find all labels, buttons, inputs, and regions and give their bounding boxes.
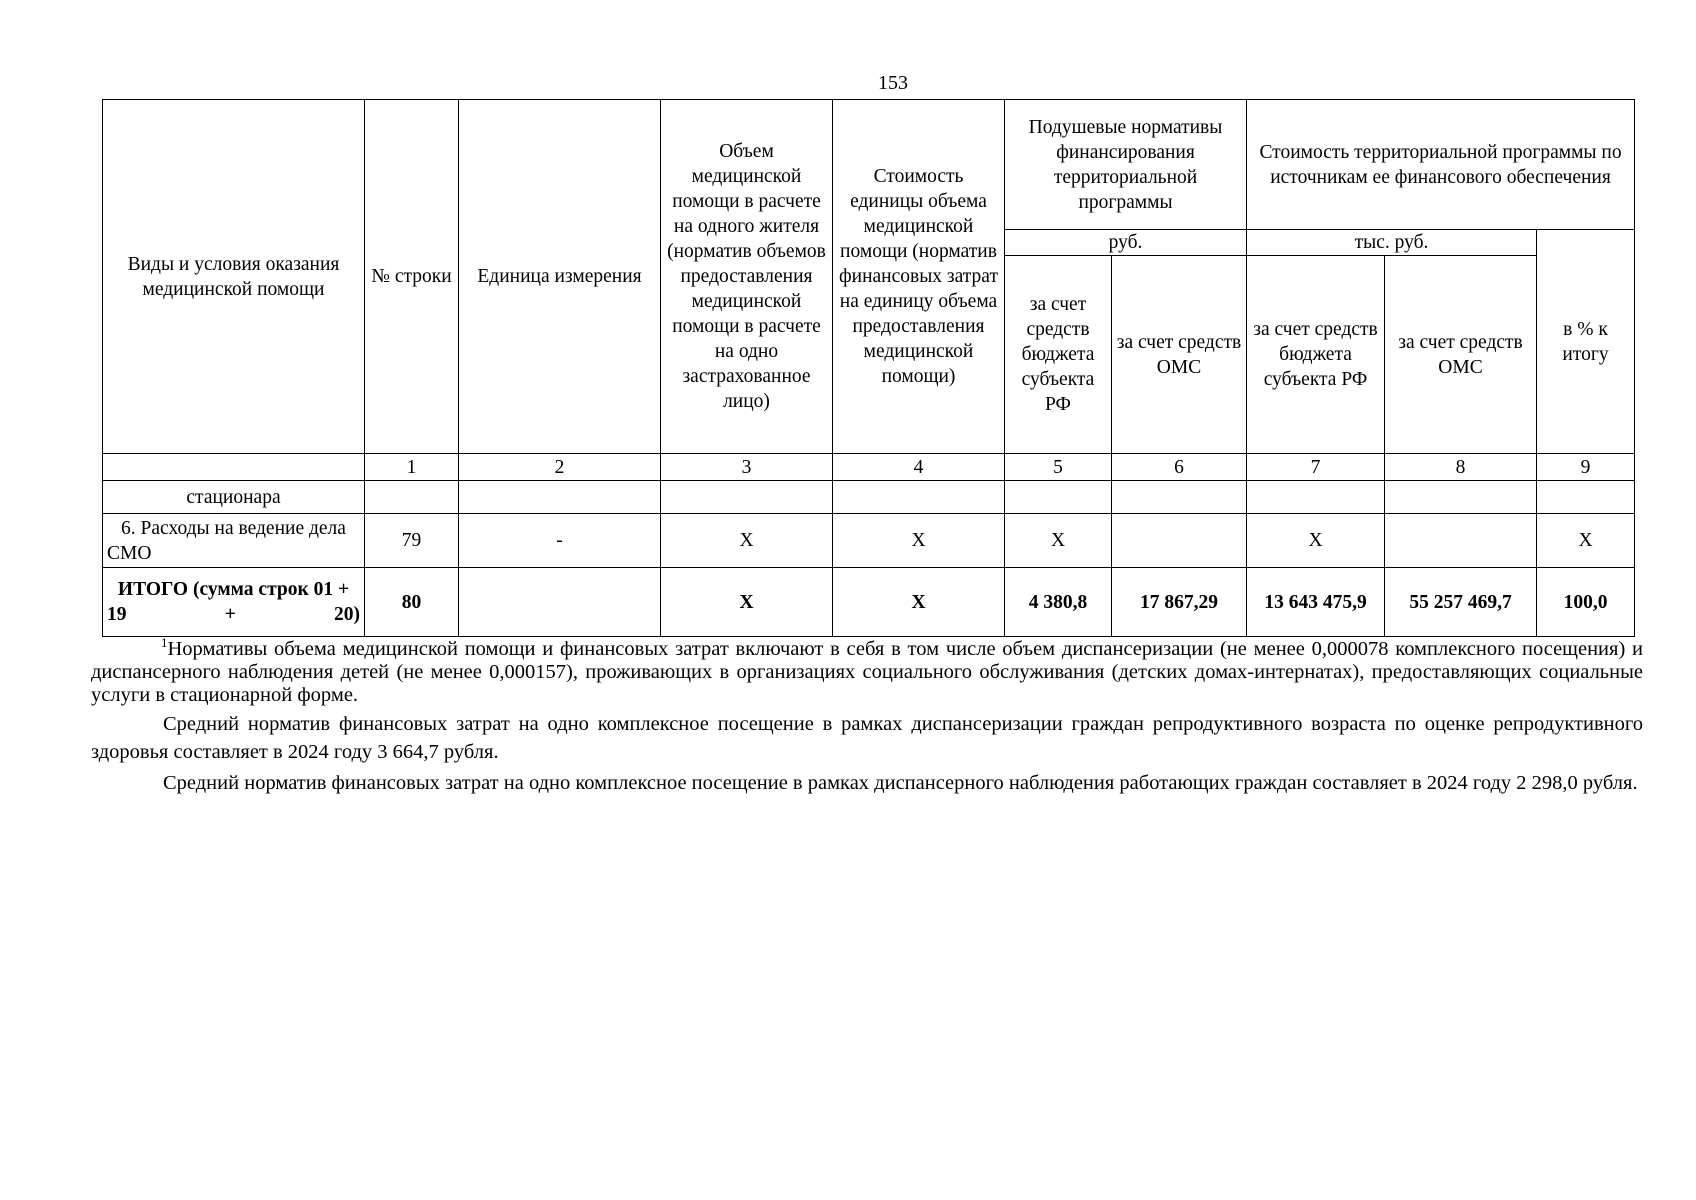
row-c8 xyxy=(1385,481,1537,514)
column-number: 7 xyxy=(1247,454,1385,481)
row-unit: - xyxy=(459,514,661,568)
row-c8 xyxy=(1385,514,1537,568)
header-row-no: № строки xyxy=(365,100,459,454)
footnote xyxy=(91,635,1643,707)
table-row xyxy=(103,481,1635,514)
column-number: 6 xyxy=(1112,454,1247,481)
row-c5 xyxy=(1005,481,1112,514)
row-no: 79 xyxy=(365,514,459,568)
column-number: 9 xyxy=(1537,454,1635,481)
header-oms-6: за счет средств ОМС xyxy=(1112,256,1247,454)
row-c3 xyxy=(661,481,833,514)
row-c4 xyxy=(833,481,1005,514)
row-c6 xyxy=(1112,481,1247,514)
row-c7: X xyxy=(1247,514,1385,568)
total-c8: 55 257 469,7 xyxy=(1385,568,1537,637)
total-no: 80 xyxy=(365,568,459,637)
header-percent: в % к итогу xyxy=(1537,230,1635,454)
total-c5: 4 380,8 xyxy=(1005,568,1112,637)
header-per-capita: Подушевые нормативы финансирования территориальной программы xyxy=(1005,100,1247,230)
row-unit xyxy=(459,481,661,514)
row-c7 xyxy=(1247,481,1385,514)
total-c9: 100,0 xyxy=(1537,568,1635,637)
row-c4: X xyxy=(833,514,1005,568)
column-number: 1 xyxy=(365,454,459,481)
row-c5: X xyxy=(1005,514,1112,568)
column-number-blank xyxy=(103,454,365,481)
row-no xyxy=(365,481,459,514)
total-c6: 17 867,29 xyxy=(1112,568,1247,637)
total-c4: X xyxy=(833,568,1005,637)
column-number: 5 xyxy=(1005,454,1112,481)
header-row-1 xyxy=(103,100,1635,230)
column-number: 4 xyxy=(833,454,1005,481)
row-c9 xyxy=(1537,481,1635,514)
header-unit-thousand-rub: тыс. руб. xyxy=(1247,230,1537,256)
row-name: 6. Расходы на ведение дела СМО xyxy=(103,514,365,568)
paragraph-dispensary-observation: Средний норматив финансовых затрат на одно комплексное посещение в рамках диспансерного наблюдения работающих граждан составляет в 2024 году 2 298,0 рубля. xyxy=(163,772,1638,794)
header-unit-rub: руб. xyxy=(1005,230,1247,256)
column-number: 2 xyxy=(459,454,661,481)
table-row xyxy=(103,514,1635,568)
column-number-row xyxy=(103,454,1635,481)
header-budget-7: за счет средств бюджета субъекта РФ xyxy=(1247,256,1385,454)
header-budget-5: за счет средств бюджета субъекта РФ xyxy=(1005,256,1112,454)
row-c3: X xyxy=(661,514,833,568)
header-unit: Единица измерения xyxy=(459,100,661,454)
footnote-text: Нормативы объема медицинской помощи и финансовых затрат включают в себя в том числе объем диспансеризации (не менее 0,000078 комплексного посещения) и диспансерного наблюдения детей (не менее 0,000157), проживающих в организациях социального обслуживания (детских домах-интернатах), предоставляющих социальные услуги в стационарной форме. xyxy=(91,638,1643,706)
total-name: ИТОГО (сумма строк 01 + 19 + 20) xyxy=(103,568,365,637)
header-cost: Стоимость единицы объема медицинской помощи (норматив финансовых затрат на единицу объема предоставления медицинской помощи) xyxy=(833,100,1005,454)
row-name: стационара xyxy=(103,481,365,514)
footnote-mark: 1 xyxy=(161,635,168,650)
header-oms-8: за счет средств ОМС xyxy=(1385,256,1537,454)
header-volume: Объем медицинской помощи в расчете на одного жителя (норматив объемов предоставления медицинской помощи в расчете на одно застрахованное лицо) xyxy=(661,100,833,454)
header-program-cost: Стоимость территориальной программы по источникам ее финансового обеспечения xyxy=(1247,100,1635,230)
total-unit xyxy=(459,568,661,637)
total-c3: X xyxy=(661,568,833,637)
column-number: 8 xyxy=(1385,454,1537,481)
column-number: 3 xyxy=(661,454,833,481)
total-c7: 13 643 475,9 xyxy=(1247,568,1385,637)
total-row xyxy=(103,568,1635,637)
row-c6 xyxy=(1112,514,1247,568)
page-number: 153 xyxy=(878,72,908,94)
header-kinds: Виды и условия оказания медицинской помощи xyxy=(103,100,365,454)
row-c9: X xyxy=(1537,514,1635,568)
financing-table xyxy=(102,99,1635,637)
paragraph-reproductive-checkup: Средний норматив финансовых затрат на одно комплексное посещение в рамках диспансеризации граждан репродуктивного возраста по оценке репродуктивного здоровья составляет в 2024 году 3 664,7 рубля. xyxy=(91,713,1643,763)
